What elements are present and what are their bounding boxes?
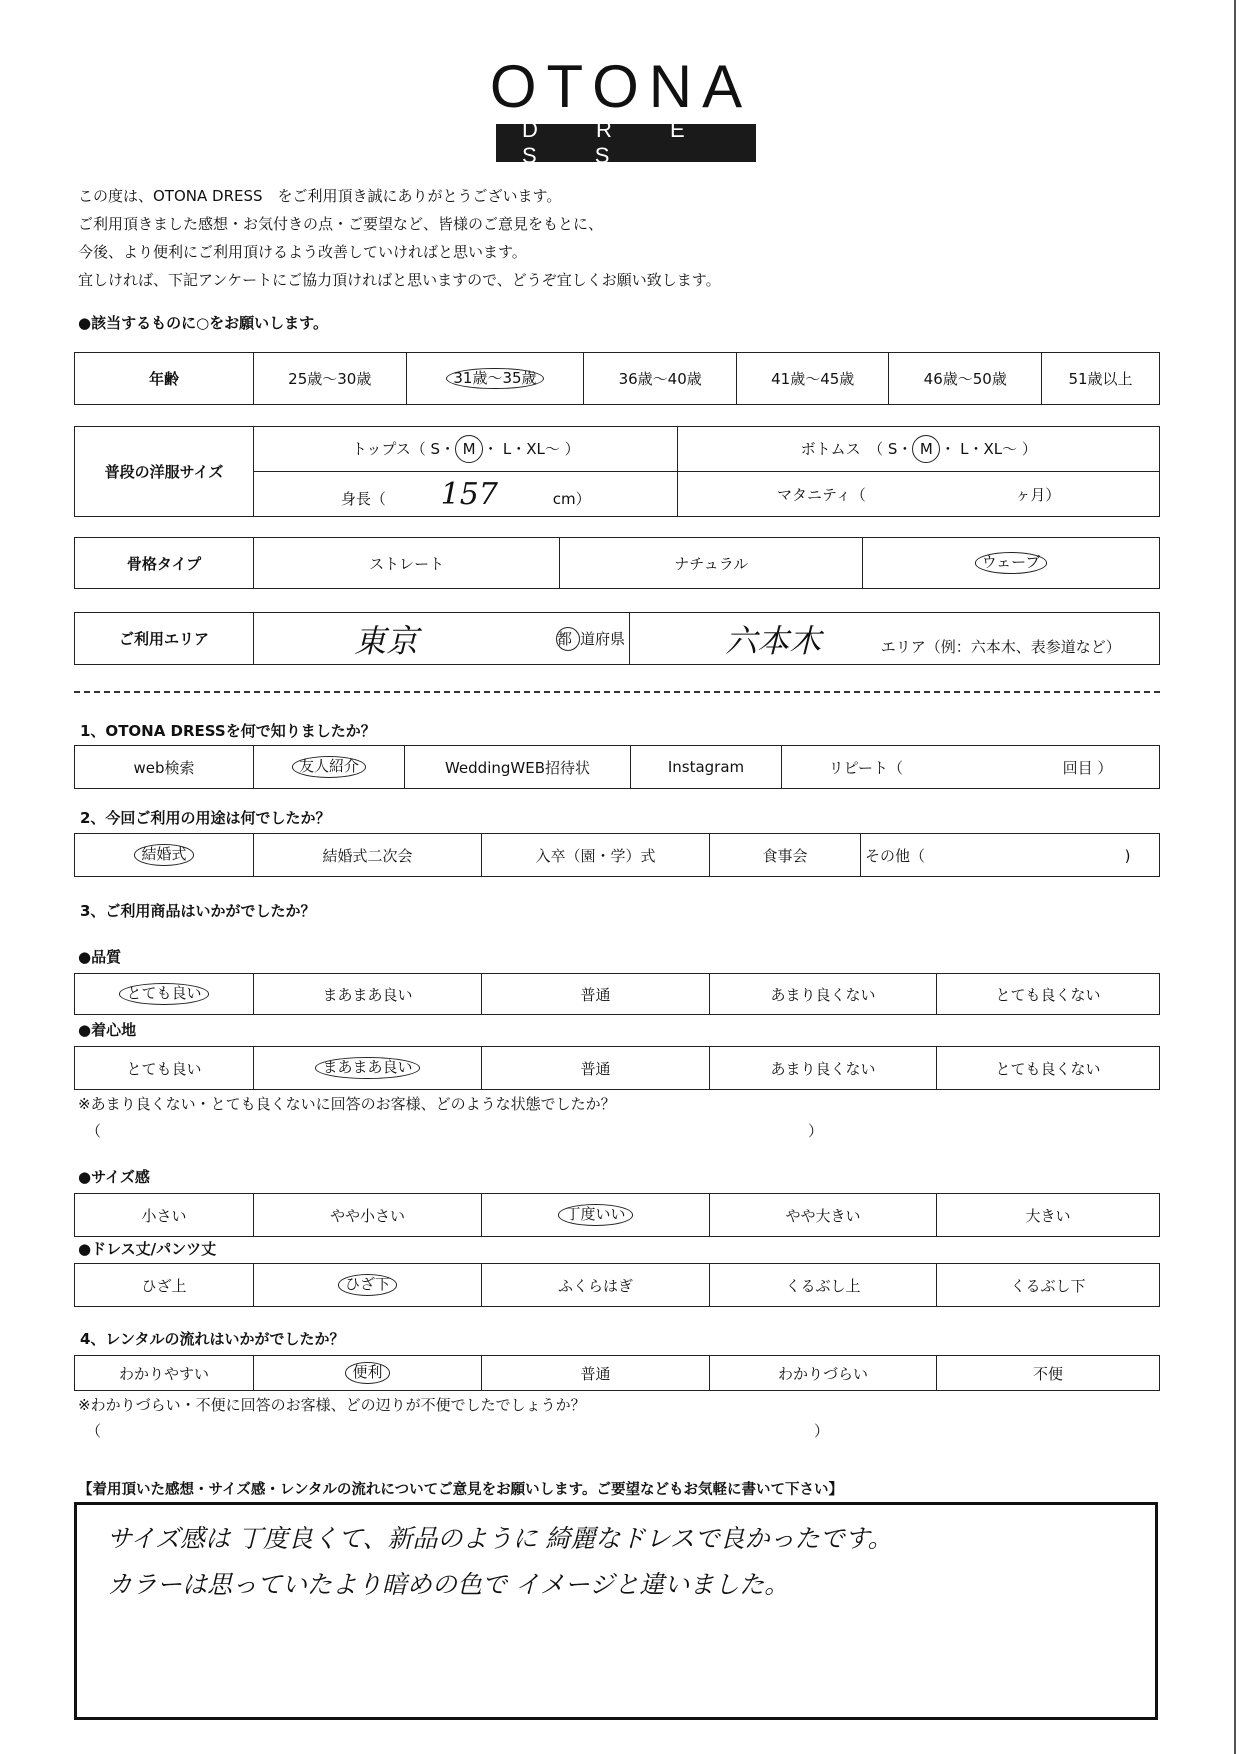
q4-title: 4、レンタルの流れはいかがでしたか？ <box>80 1330 345 1348</box>
age-option-selected[interactable]: 31歳～35歳 <box>406 353 584 405</box>
q2-title: 2、今回ご利用の用途は何でしたか？ <box>80 809 331 827</box>
comfort-note-open: （ <box>86 1122 102 1140</box>
fit-option[interactable]: やや小さい <box>254 1194 482 1237</box>
q1-option[interactable]: web検索 <box>75 746 254 789</box>
area-hint: エリア（例：六本木、表参道など） <box>880 637 1121 656</box>
tops-size[interactable]: トップス（ S・ M ・ L・XL～ ） <box>254 427 678 472</box>
age-option[interactable]: 41歳～45歳 <box>736 353 889 405</box>
quality-option[interactable]: とても良くない <box>937 974 1160 1015</box>
prefecture-field[interactable]: 東京 都 道府県 <box>254 613 630 665</box>
scan-edge-line <box>1234 0 1236 1754</box>
area-table <box>74 612 1160 665</box>
frame-label: 骨格タイプ <box>75 538 254 589</box>
q2-option[interactable]: 食事会 <box>710 834 861 877</box>
length-option[interactable]: ふくらはぎ <box>482 1264 710 1307</box>
age-option[interactable]: 46歳～50歳 <box>889 353 1042 405</box>
q4-option[interactable]: 普通 <box>482 1356 710 1391</box>
intro-line: 宜しければ、下記アンケートにご協力頂ければと思いますので、どうぞ宜しくお願い致します。 <box>78 271 721 289</box>
comfort-option[interactable]: あまり良くない <box>710 1047 937 1090</box>
age-option[interactable]: 25歳～30歳 <box>254 353 407 405</box>
q4-option[interactable]: 不便 <box>937 1356 1160 1391</box>
q2-option-other[interactable]: その他（ ) <box>861 834 1160 877</box>
prefecture-value: 東京 <box>354 621 419 660</box>
instruction: ●該当するものに○をお願いします。 <box>78 314 328 332</box>
prefecture-suffix-selected: 都 <box>556 627 580 651</box>
fit-table <box>74 1193 1160 1237</box>
intro-line: ご利用頂きました感想・お気付きの点・ご要望など、皆様のご意見をもとに、 <box>78 215 604 233</box>
fit-option[interactable]: やや大きい <box>710 1194 937 1237</box>
brand-subtitle: D R E S S <box>496 124 756 162</box>
length-table <box>74 1263 1160 1307</box>
comfort-option[interactable]: とても良い <box>75 1047 254 1090</box>
age-option[interactable]: 36歳～40歳 <box>584 353 737 405</box>
intro-line: この度は、OTONA DRESS をご利用頂き誠にありがとうございます。 <box>78 187 562 205</box>
intro-text <box>78 182 721 294</box>
q1-option-selected[interactable]: 友人紹介 <box>254 746 405 789</box>
q1-title: 1、OTONA DRESSを何で知りましたか？ <box>80 722 376 740</box>
frame-option-selected[interactable]: ウェーブ <box>863 538 1160 589</box>
q2-option[interactable]: 入卒（園・学）式 <box>482 834 710 877</box>
height-value: 157 <box>440 476 498 512</box>
height-field[interactable]: 身長（ 157 cm） <box>254 472 678 517</box>
q4-option-selected[interactable]: 便利 <box>254 1356 482 1391</box>
frame-table <box>74 537 1160 589</box>
comfort-note: ※あまり良くない・とても良くないに回答のお客様、どのような状態でしたか？ <box>78 1095 616 1113</box>
comfort-option[interactable]: 普通 <box>482 1047 710 1090</box>
quality-option-selected[interactable]: とても良い <box>75 974 254 1015</box>
frame-option[interactable]: ナチュラル <box>560 538 863 589</box>
q2-option-selected[interactable]: 結婚式 <box>75 834 254 877</box>
length-option[interactable]: くるぶし上 <box>710 1264 937 1307</box>
q4-note: ※わかりづらい・不便に回答のお客様、どの辺りが不便でしたでしょうか？ <box>78 1396 586 1414</box>
q3-title: 3、ご利用商品はいかがでしたか？ <box>80 902 316 920</box>
quality-label: ●品質 <box>78 948 122 966</box>
tops-size-selected: M <box>455 435 483 463</box>
bottoms-size[interactable]: ボトムス （ S・ M ・ L・XL～ ） <box>678 427 1160 472</box>
length-option-selected[interactable]: ひざ下 <box>254 1264 482 1307</box>
comment-line: サイズ感は 丁度良くて、新品のように 綺麗なドレスで良かったです。 <box>107 1524 893 1553</box>
size-table <box>74 426 1160 517</box>
comfort-label: ●着心地 <box>78 1021 137 1039</box>
fit-option[interactable]: 小さい <box>75 1194 254 1237</box>
q4-table <box>74 1355 1160 1391</box>
comment-title: 【着用頂いた感想・サイズ感・レンタルの流れについてご意見をお願いします。ご要望などもお気軽に書いて下さい】 <box>78 1482 843 1498</box>
brand-logo: OTONA <box>489 53 753 120</box>
quality-option[interactable]: 普通 <box>482 974 710 1015</box>
length-option[interactable]: くるぶし下 <box>937 1264 1160 1307</box>
q1-option[interactable]: Instagram <box>631 746 782 789</box>
fit-option[interactable]: 大きい <box>937 1194 1160 1237</box>
length-option[interactable]: ひざ上 <box>75 1264 254 1307</box>
comfort-option[interactable]: とても良くない <box>937 1047 1160 1090</box>
q1-option-repeat[interactable]: リピート（ 回目 ） <box>782 746 1160 789</box>
intro-line: 今後、より便利にご利用頂けるよう改善していければと思います。 <box>78 243 527 261</box>
q2-table <box>74 833 1160 877</box>
area-label: ご利用エリア <box>75 613 254 665</box>
q4-option[interactable]: わかりやすい <box>75 1356 254 1391</box>
age-option[interactable]: 51歳以上 <box>1042 353 1160 405</box>
quality-option[interactable]: まあまあ良い <box>254 974 482 1015</box>
frame-option[interactable]: ストレート <box>254 538 560 589</box>
comfort-option-selected[interactable]: まあまあ良い <box>254 1047 482 1090</box>
bottoms-size-selected: M <box>912 435 940 463</box>
length-label: ●ドレス丈/パンツ丈 <box>78 1240 217 1258</box>
maternity-field[interactable]: マタニティ（ ヶ月） <box>678 472 1160 517</box>
age-label: 年齢 <box>75 353 254 405</box>
q4-option[interactable]: わかりづらい <box>710 1356 937 1391</box>
comment-box[interactable] <box>74 1502 1158 1720</box>
q4-note-close: ） <box>814 1422 830 1440</box>
area-value: 六本木 <box>725 621 822 660</box>
comment-line: カラーは思っていたより暗めの色で イメージと違いました。 <box>107 1570 790 1599</box>
fit-option-selected[interactable]: 丁度いい <box>482 1194 710 1237</box>
q2-option[interactable]: 結婚式二次会 <box>254 834 482 877</box>
comfort-note-close: ） <box>808 1122 824 1140</box>
q1-table <box>74 745 1160 789</box>
fit-label: ●サイズ感 <box>78 1168 150 1186</box>
size-label: 普段の洋服サイズ <box>75 427 254 517</box>
q4-note-open: （ <box>86 1422 102 1440</box>
q1-option[interactable]: WeddingWEB招待状 <box>405 746 631 789</box>
section-divider <box>74 691 1160 693</box>
age-table <box>74 352 1160 405</box>
comfort-table <box>74 1046 1160 1090</box>
area-field[interactable] <box>630 613 1160 665</box>
quality-option[interactable]: あまり良くない <box>710 974 937 1015</box>
quality-table <box>74 973 1160 1015</box>
